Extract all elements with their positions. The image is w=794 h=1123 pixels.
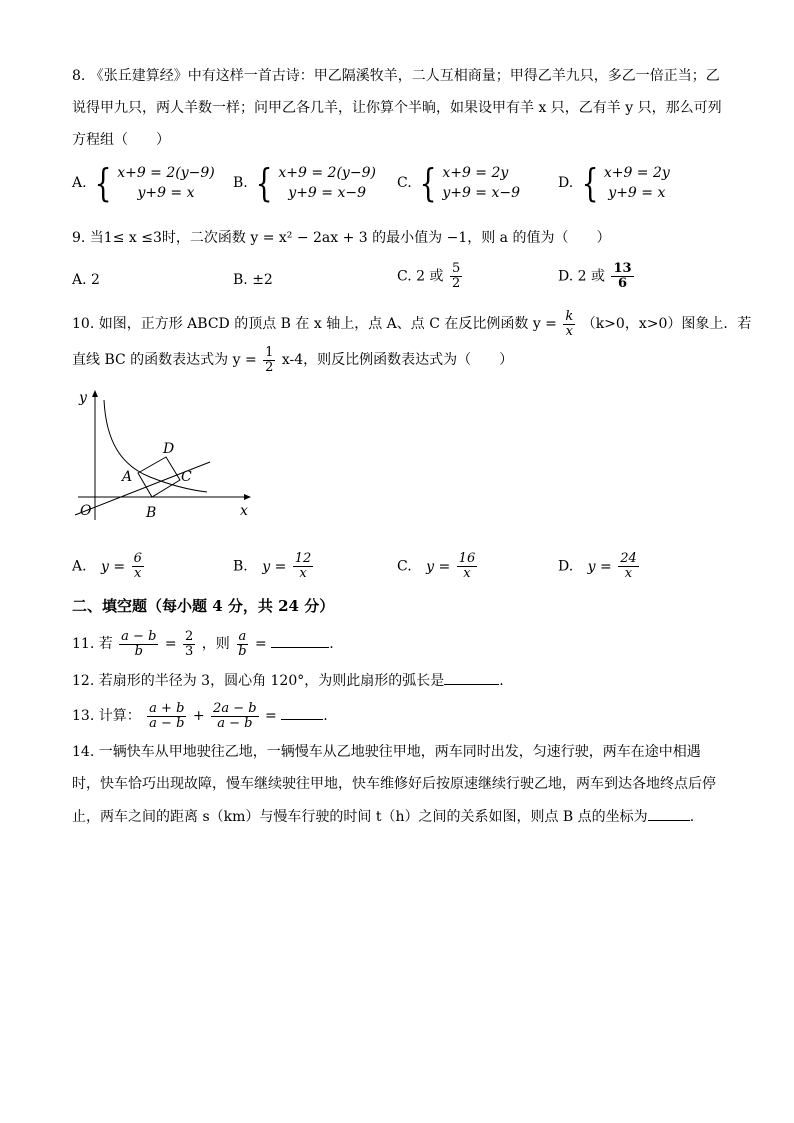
q10-line1-post: （k>0，x>0）图象上．若 xyxy=(581,316,752,332)
q8-option-c: C. { x+9 = 2y y+9 = x−9 xyxy=(397,161,521,205)
option-eq: y = xyxy=(262,558,287,575)
period: . xyxy=(499,673,504,689)
label-c: C xyxy=(181,469,192,485)
q9-option-d xyxy=(558,262,636,291)
option-label: D. xyxy=(558,175,574,191)
answer-blank[interactable] xyxy=(648,806,690,821)
numerator: 13 xyxy=(613,261,632,276)
equation: x+9 = 2(y−9) xyxy=(117,165,215,181)
equation: x+9 = 2y xyxy=(442,165,509,181)
option-eq: y = xyxy=(587,558,612,575)
denominator: x xyxy=(134,566,142,581)
q8-line2: 说得甲九只，两人羊数一样；问甲乙各几羊，让你算个半晌，如果设甲有羊 x 只，乙有羊 y 只，那么可列 xyxy=(72,100,722,116)
denominator: x xyxy=(463,566,471,581)
equation: y+9 = x−9 xyxy=(288,185,367,201)
numerator: 6 xyxy=(133,551,142,566)
numerator: k xyxy=(565,308,574,324)
numerator: 12 xyxy=(294,551,312,566)
equation: x+9 = 2(y−9) xyxy=(278,165,376,181)
q8-option-a: A. { x+9 = 2(y−9) y+9 = x xyxy=(72,161,215,205)
q8-line1: 8. 《张丘建算经》中有这样一首古诗：甲乙隔溪牧羊，二人互相商量；甲得乙羊九只，多乙一倍正当；乙 xyxy=(72,68,720,84)
equals: = xyxy=(265,708,277,724)
option-label: C. xyxy=(397,558,412,575)
equals: = xyxy=(164,636,177,652)
q12-text: 12. 若扇形的半径为 3，圆心角 120°，为则此扇形的弧长是 xyxy=(72,673,445,689)
q8-line3: 方程组（ ） xyxy=(72,132,170,148)
label-b: B xyxy=(146,505,157,521)
q13 xyxy=(72,698,328,734)
option-eq: y = xyxy=(426,558,451,575)
denominator: 2 xyxy=(265,359,274,375)
denominator: a − b xyxy=(149,715,185,731)
section-title: 二、填空题（每小题 4 分，共 24 分） xyxy=(72,597,335,615)
option-label: A. xyxy=(72,558,87,575)
option-label: B. xyxy=(233,558,248,575)
q10-option-a xyxy=(72,552,146,581)
period: . xyxy=(323,708,328,724)
q10-option-c xyxy=(397,552,479,581)
numerator: a xyxy=(238,628,247,644)
denominator: x xyxy=(624,566,633,581)
equation: y+9 = x xyxy=(137,185,195,201)
option-prefix: C. 2 或 xyxy=(397,268,444,285)
label-y: y xyxy=(79,390,87,406)
q14-line2: 时，快车恰巧出现故障，慢车继续驶往甲地，快车维修好后按原速继续行驶乙地，两车到达各地终点后停 xyxy=(72,776,716,792)
q8-option-d: D. { x+9 = 2y y+9 = x xyxy=(558,161,670,205)
option-eq: y = xyxy=(101,558,126,575)
option-prefix: D. 2 或 xyxy=(558,268,605,285)
q12 xyxy=(72,670,504,691)
q8-option-b: B. { x+9 = 2(y−9) y+9 = x−9 xyxy=(233,161,376,205)
q14-line1: 14. 一辆快车从甲地驶往乙地，一辆慢车从乙地驶往甲地，两车同时出发，匀速行驶，两车在途中相遇 xyxy=(72,744,701,760)
period: . xyxy=(329,636,334,652)
q10-figure xyxy=(70,385,260,525)
q10-option-b xyxy=(233,552,315,581)
answer-blank[interactable] xyxy=(444,670,499,685)
denominator: x xyxy=(565,323,573,339)
plus: + xyxy=(192,708,205,724)
q11-mid: ，则 xyxy=(201,636,230,652)
denominator: b xyxy=(134,643,143,659)
label-x: x xyxy=(240,503,248,519)
equation: y+9 = x xyxy=(608,185,666,201)
equals: = xyxy=(255,636,267,652)
equation: x+9 = 2y xyxy=(603,165,670,181)
period: . xyxy=(689,809,695,825)
denominator: a − b xyxy=(217,715,253,731)
q9-option-c xyxy=(397,262,464,291)
option-label: D. xyxy=(558,558,574,575)
denominator: 3 xyxy=(185,643,194,659)
answer-blank[interactable] xyxy=(271,633,329,648)
denominator: b xyxy=(238,643,247,659)
q10-line1-pre: 10. 如图，正方形 ABCD 的顶点 B 在 x 轴上，点 A、点 C 在反比例函数 y = xyxy=(72,316,557,332)
answer-blank[interactable] xyxy=(281,705,323,720)
q9-stem: 9. 当1≤ x ≤3时，二次函数 y = x² − 2ax + 3 的最小值为 −1，则 a 的值为（ ） xyxy=(72,230,611,246)
q10-option-d xyxy=(558,552,641,581)
numerator: 1 xyxy=(265,344,274,360)
label-a: A xyxy=(122,469,133,485)
q10-line2 xyxy=(72,342,513,378)
q9-option-b: B. ±2 xyxy=(233,272,273,288)
numerator: 2a − b xyxy=(213,700,257,716)
q14-line3 xyxy=(72,806,694,827)
q10-line2-post: x-4，则反比例函数表达式为（ ） xyxy=(281,352,514,368)
numerator: 5 xyxy=(451,261,461,276)
numerator: 24 xyxy=(620,551,637,566)
q11 xyxy=(72,626,334,662)
equation: y+9 = x−9 xyxy=(442,185,521,201)
option-label: C. xyxy=(397,175,412,191)
q10-line1 xyxy=(72,306,751,342)
numerator: 2 xyxy=(185,628,194,644)
denominator: 6 xyxy=(617,276,627,291)
option-label: B. xyxy=(233,175,248,191)
q14-line3-text: 止，两车之间的距离 s（km）与慢车行驶的时间 t（h）之间的关系如图，则点 B 点的坐标为 xyxy=(72,809,648,825)
denominator: x xyxy=(299,566,307,581)
q10-line2-pre: 直线 BC 的函数表达式为 y = xyxy=(72,352,257,368)
q11-pre: 11. 若 xyxy=(72,636,113,652)
denominator: 2 xyxy=(451,276,461,291)
label-d: D xyxy=(163,441,175,457)
option-label: A. xyxy=(72,175,87,191)
q9-option-a: A. 2 xyxy=(72,272,100,288)
label-o: O xyxy=(80,503,92,519)
square-abcd xyxy=(138,457,180,497)
numerator: 16 xyxy=(458,551,476,566)
numerator: a + b xyxy=(149,700,185,716)
numerator: a − b xyxy=(121,628,157,644)
q13-pre: 13. 计算： xyxy=(72,708,141,724)
